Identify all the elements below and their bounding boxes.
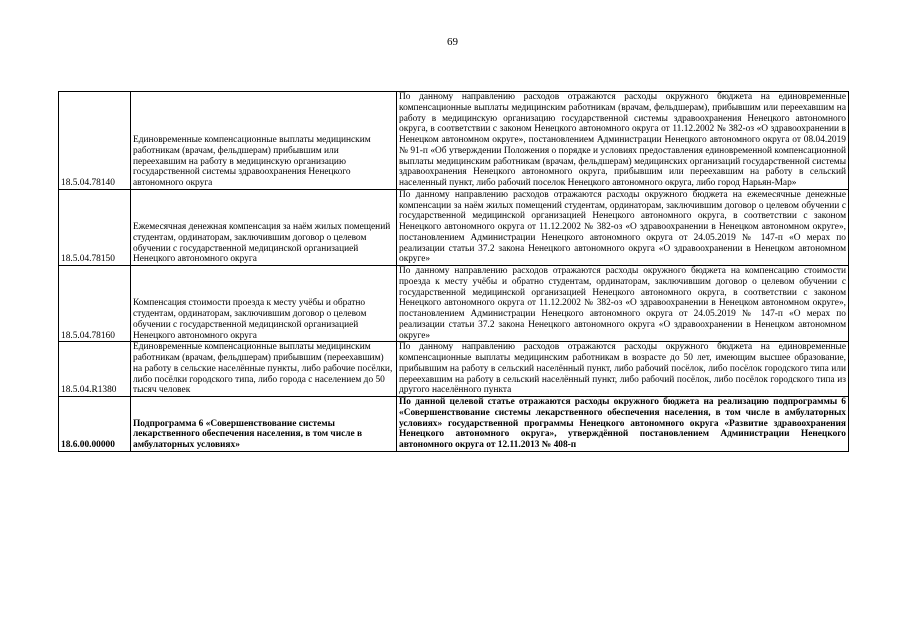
page-number: 69 xyxy=(447,36,458,48)
table-row-subprogram xyxy=(59,397,849,452)
row-name: Подпрограмма 6 «Совершенствование системы лекарственного обеспечения населения, в том числе в амбулаторных условиях» xyxy=(131,397,397,452)
row-description: По данному направлению расходов отражаются расходы окружного бюджета на компенсацию стоимости проезда к месту учёбы и обратно студентам, ординаторам, заключившим договор о целевом обучении с государственной медицинской организацией Ненецкого автономного округа, в соответствии с законом Ненецкого автономного округа от 11.12.2002 № 382-оз «О здравоохранении в Ненецком автономном округе», постановлением Администрации Ненецкого автономного округа от 24.05.2019 № 147-п «О мерах по реализации статьи 37.2 закона Ненецкого автономного округа «О здравоохранении в Ненецком автономном округе» xyxy=(397,266,849,342)
table-row xyxy=(59,266,849,342)
row-name: Единовременные компенсационные выплаты медицинским работникам (врачам, фельдшерам) прибывшим (переехавшим) на работу в сельские населённые пункты, либо рабочие посёлки, либо посёлки городского типа, либо города с населением до 50 тысяч человек xyxy=(131,342,397,397)
row-code: 18.5.04.78160 xyxy=(59,266,131,342)
table-row xyxy=(59,342,849,397)
row-description: По данному направлению расходов отражаются расходы окружного бюджета на единовременные компенсационные выплаты медицинским работникам (врачам, фельдшерам), прибывшим или переехавшим на работу в медицинскую организацию государственной системы здравоохранения Ненецкого автономного округа, в соответствии с законом Ненецкого автономного округа от 11.12.2002 № 382-оз «О здравоохранении в Ненецком автономном округе», постановлением Администрации Ненецкого автономного округа от 08.04.2019 № 91-п «Об утверждении Положения о порядке и условиях предоставления единовременной компенсационной выплаты медицинским работникам (врачам, фельдшерам) медицинских организаций государственной системы здравоохранения Ненецкого автономного округа, прибывшим или переехавшим на работу в сельский населенный пункт, либо рабочий поселок Ненецкого автономного округа, либо город Нарьян-Мар» xyxy=(397,92,849,190)
row-name: Единовременные компенсационные выплаты медицинским работникам (врачам, фельдшерам) прибывшим или переехавшим на работу в медицинскую организацию государственной системы здравоохранения Ненецкого автономного округа xyxy=(131,92,397,190)
row-description: По данному направлению расходов отражаются расходы окружного бюджета на единовременные компенсационные выплаты медицинским работникам в возрасте до 50 лет, имеющим высшее образование, прибывшим на работу в сельский населённый пункт, либо рабочий посёлок, либо посёлок городского типа или переехавшим на работу в сельский населённый пункт, либо рабочий посёлок, либо посёлок городского типа из другого населённого пункта xyxy=(397,342,849,397)
row-code: 18.6.00.00000 xyxy=(59,397,131,452)
row-code: 18.5.04.78140 xyxy=(59,92,131,190)
row-code: 18.5.04.R1380 xyxy=(59,342,131,397)
row-code: 18.5.04.78150 xyxy=(59,189,131,265)
row-description: По данному направлению расходов отражаются расходы окружного бюджета на ежемесячные денежные компенсации за наём жилых помещений студентам, ординаторам, заключившим договор о целевом обучении с государственной медицинской организацией Ненецкого автономного округа, в соответствии с законом Ненецкого автономного округа от 11.12.2002 № 382-оз «О здравоохранении в Ненецком автономном округе», постановлением Администрации Ненецкого автономного округа от 24.05.2019 № 147-п «О мерах по реализации статьи 37.2 закона Ненецкого автономного округа «О здравоохранении в Ненецком автономном округе» xyxy=(397,189,849,265)
row-name: Ежемесячная денежная компенсация за наём жилых помещений студентам, ординаторам, заключившим договор о целевом обучении с государственной медицинской организацией Ненецкого автономного округа xyxy=(131,189,397,265)
budget-classification-table xyxy=(58,91,849,452)
row-description: По данной целевой статье отражаются расходы окружного бюджета на реализацию подпрограммы 6 «Совершенствование системы лекарственного обеспечения населения, в том числе в амбулаторных условиях» государственной программы Ненецкого автономного округа «Развитие здравоохранения Ненецкого автономного округа», утверждённой постановлением Администрации Ненецкого автономного округа от 12.11.2013 № 408-п xyxy=(397,397,849,452)
table-row xyxy=(59,92,849,190)
table-row xyxy=(59,189,849,265)
row-name: Компенсация стоимости проезда к месту учёбы и обратно студентам, ординаторам, заключившим договор о целевом обучении с государственной медицинской организацией Ненецкого автономного округа xyxy=(131,266,397,342)
